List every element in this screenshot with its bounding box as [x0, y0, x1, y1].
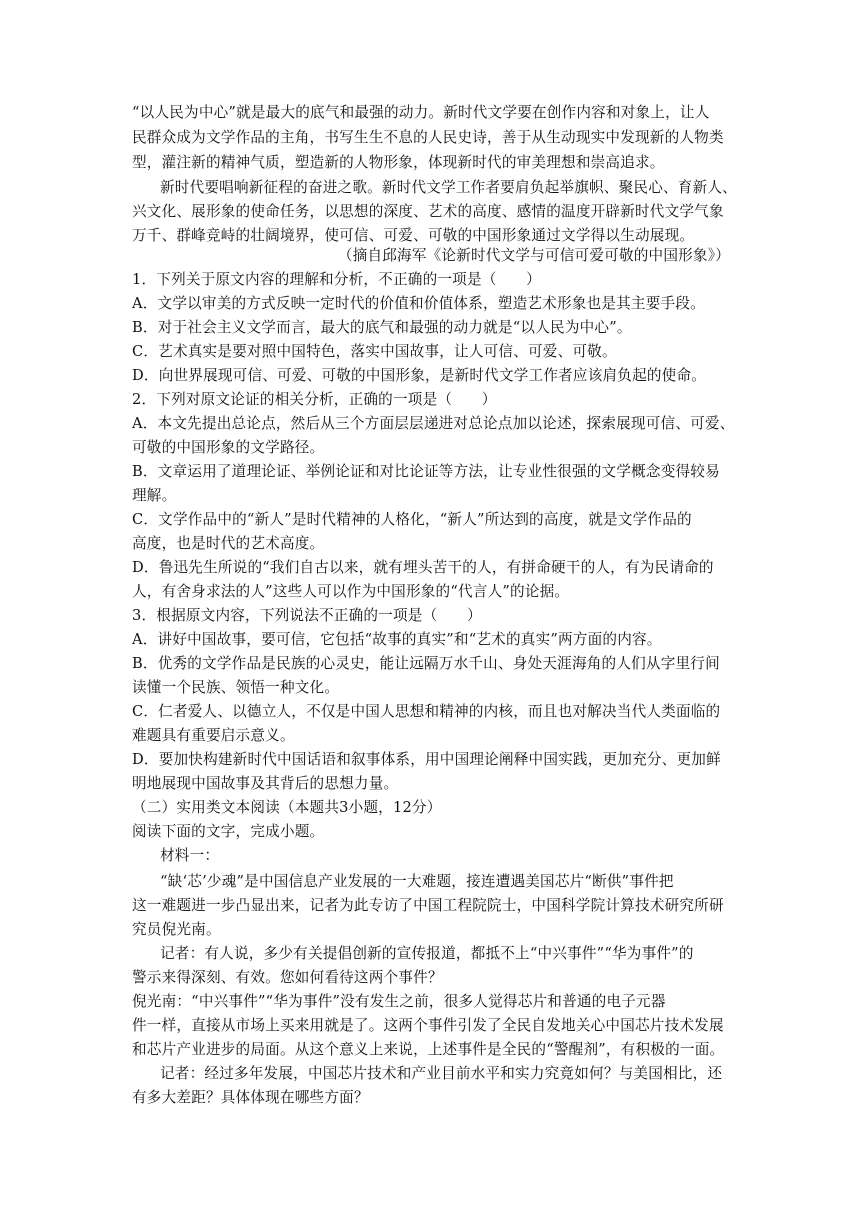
question-2-option-line: 高度，也是时代的艺术高度。	[132, 535, 325, 552]
question-3-option-line: B．优秀的文学作品是民族的心灵史，能让远隔万水千山、身处天涯海角的人们从字里行间	[132, 655, 720, 672]
passage-line: 兴文化、展形象的使命任务，以思想的深度、艺术的高度、感情的温度开辟新时代文学气象	[132, 203, 724, 220]
material-line: 倪光南：“中兴事件”“华为事件”没有发生之前，很多人觉得芯片和普通的电子元器	[132, 993, 666, 1010]
question-2-option-line: 理解。	[132, 487, 177, 504]
material-line: 警示来得深刻、有效。您如何看待这两个事件？	[132, 969, 443, 986]
material-label: 材料一：	[160, 847, 220, 864]
question-2-option-line: 人，有舍身求法的人”这些人可以作为中国形象的“代言人”的论据。	[132, 583, 570, 600]
question-2-option-line: B．文章运用了道理论证、举例论证和对比论证等方法，让专业性很强的文学概念变得较易	[132, 463, 720, 480]
passage-line: “以人民为中心”就是最大的底气和最强的动力。新时代文学要在创作内容和对象上，让人	[132, 104, 710, 121]
passage-line: 型，灌注新的精神气质，塑造新的人物形象，体现新时代的审美理想和崇高追求。	[132, 154, 665, 171]
question-2-option-line: 可敬的中国形象的文学路径。	[132, 439, 325, 456]
question-2-stem: 2．下列对原文论证的相关分析，正确的一项是（ ）	[132, 391, 497, 408]
material-line: 究员倪光南。	[132, 921, 221, 938]
question-1-stem: 1．下列关于原文内容的理解和分析，不正确的一项是（ ）	[132, 271, 541, 288]
question-2-option-line: D．鲁迅先生所说的“我们自古以来，就有埋头苦干的人，有拼命硬干的人，有为民请命的	[132, 559, 714, 576]
passage-line: 新时代要唱响新征程的奋进之歌。新时代文学工作者要肩负起举旗帜、聚民心、育新人、	[160, 179, 737, 196]
question-1-option-b: B．对于社会主义文学而言，最大的底气和最强的动力就是“以人民为中心”。	[132, 319, 632, 336]
material-line: 记者：经过多年发展，中国芯片技术和产业目前水平和实力究竟如何？与美国相比，还	[160, 1065, 723, 1082]
passage-source: （摘自邱海军《论新时代文学与可信可爱可敬的中国形象》）	[337, 247, 730, 264]
section-instruction: 阅读下面的文字，完成小题。	[132, 823, 325, 840]
section-heading: （二）实用类文本阅读（本题共3小题，12分）	[132, 799, 442, 816]
question-3-option-line: 读懂一个民族、领悟一种文化。	[132, 679, 340, 696]
material-line: “缺‘芯’少魂”是中国信息产业发展的一大难题，接连遭遇美国芯片“断供”事件把	[160, 873, 674, 890]
passage-line: 民群众成为文学作品的主角，书写生生不息的人民史诗，善于从生动现实中发现新的人物类	[132, 129, 724, 146]
question-3-stem: 3．根据原文内容，下列说法不正确的一项是（ ）	[132, 607, 482, 624]
question-3-option-line: 难题具有重要启示意义。	[132, 727, 295, 744]
material-line: 这一难题进一步凸显出来，记者为此专访了中国工程院院士，中国科学院计算技术研究所研	[132, 897, 724, 914]
material-line: 和芯片产业进步的局面。从这个意义上来说，上述事件是全民的“警醒剂”，有积极的一面。	[132, 1041, 725, 1058]
question-3-option-line: A．讲好中国故事，要可信，它包括“故事的真实”和“艺术的真实”两方面的内容。	[132, 631, 662, 648]
passage-line: 万千、群峰竞峙的壮阔境界，使可信、可爱、可敬的中国形象通过文学得以生动展现。	[132, 227, 695, 244]
question-1-option-d: D．向世界展现可信、可爱、可敬的中国形象，是新时代文学工作者应该肩负起的使命。	[132, 367, 707, 384]
question-1-option-c: C．艺术真实是要对照中国特色，落实中国故事，让人可信、可爱、可敬。	[132, 343, 617, 360]
question-3-option-line: C．仁者爱人、以德立人，不仅是中国人思想和精神的内核，而且也对解决当代人类面临的	[132, 703, 721, 720]
material-line: 有多大差距？具体体现在哪些方面？	[132, 1089, 369, 1106]
question-1-option-a: A．文学以审美的方式反映一定时代的价值和价值体系，塑造艺术形象也是其主要手段。	[132, 295, 705, 312]
material-line: 记者：有人说，多少有关提倡创新的宣传报道，都抵不上“中兴事件”“华为事件”的	[160, 945, 694, 962]
question-3-option-line: D．要加快构建新时代中国话语和叙事体系，用中国理论阐释中国实践，更加充分、更加鲜	[132, 751, 721, 768]
material-line: 件一样，直接从市场上买来用就是了。这两个事件引发了全民自发地关心中国芯片技术发展	[132, 1017, 724, 1034]
question-3-option-line: 明地展现中国故事及其背后的思想力量。	[132, 775, 399, 792]
question-2-option-line: C．文学作品中的“新人”是时代精神的人格化，“新人”所达到的高度，就是文学作品的	[132, 511, 692, 528]
question-2-option-line: A．本文先提出总论点，然后从三个方面层层递进对总论点加以论述，探索展现可信、可爱、	[132, 415, 735, 432]
